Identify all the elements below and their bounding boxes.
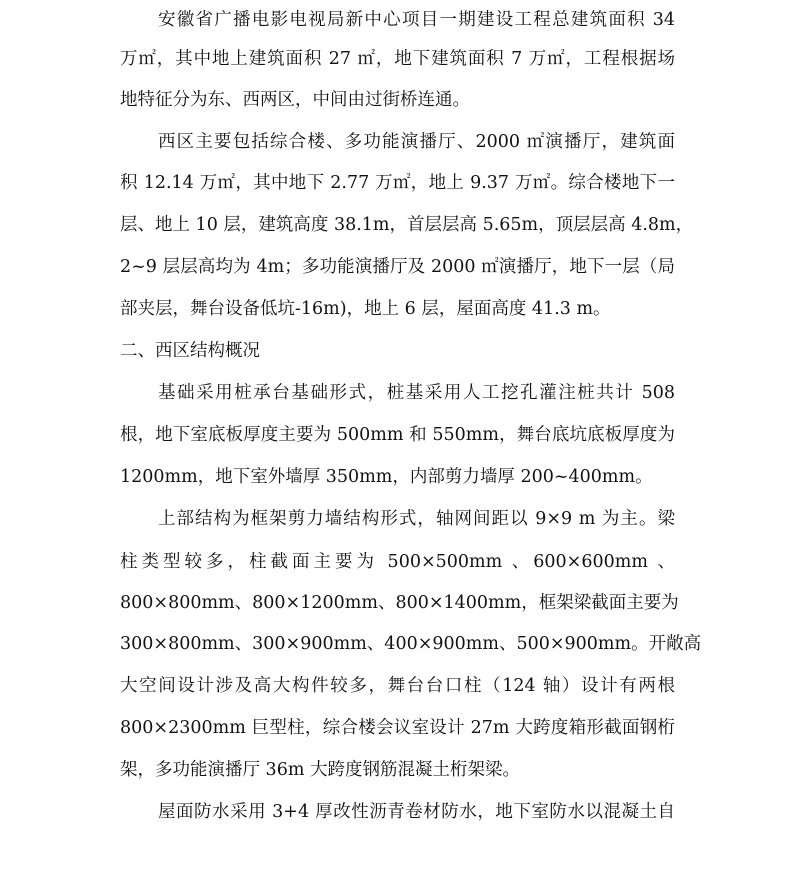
paragraph-2-line-5: 部夹层，舞台设备低坑-16m)，地上 6 层，屋面高度 41.3 m。 — [120, 299, 611, 319]
paragraph-4-line-7: 架，多功能演播厅 36m 大跨度钢筋混凝土桁架梁。 — [120, 760, 520, 780]
paragraph-3-line-3: 1200mm，地下室外墙厚 350mm，内部剪力墙厚 200~400mm。 — [120, 467, 653, 487]
paragraph-3-line-2: 根，地下室底板厚度主要为 500mm 和 550mm，舞台底坑底板厚度为 — [120, 425, 675, 445]
paragraph-1-line-1: 安徽省广播电影电视局新中心项目一期建设工程总建筑面积 34 — [158, 10, 675, 30]
paragraph-4-line-6: 800×2300mm 巨型柱，综合楼会议室设计 27m 大跨度箱形截面钢桁 — [120, 718, 675, 738]
paragraph-4-line-2: 柱类型较多，柱截面主要为 500×500mm 、600×600mm 、 — [120, 552, 675, 572]
paragraph-4-line-4: 300×800mm、300×900mm、400×900mm、500×900mm。开敞高 — [120, 634, 702, 654]
paragraph-5-line-1: 屋面防水采用 3+4 厚改性沥青卷材防水，地下室防水以混凝土自 — [158, 802, 675, 822]
paragraph-2-line-2: 积 12.14 万㎡，其中地下 2.77 万㎡，地上 9.37 万㎡。综合楼地下一 — [120, 173, 675, 193]
paragraph-1-line-3: 地特征分为东、西两区，中间由过街桥连通。 — [120, 90, 470, 110]
paragraph-2-line-3: 层、地上 10 层，建筑高度 38.1m，首层层高 5.65m，顶层层高 4.8m， — [120, 215, 694, 235]
paragraph-2-line-1: 西区主要包括综合楼、多功能演播厅、2000 ㎡演播厅，建筑面 — [158, 132, 675, 152]
paragraph-2-line-4: 2~9 层层高均为 4m；多功能演播厅及 2000 ㎡演播厅，地下一层（局 — [120, 257, 675, 277]
paragraph-3-line-1: 基础采用桩承台基础形式，桩基采用人工挖孔灌注桩共计 508 — [158, 383, 675, 403]
section-heading: 二、西区结构概况 — [120, 341, 260, 361]
paragraph-4-line-1: 上部结构为框架剪力墙结构形式，轴网间距以 9×9 m 为主。梁 — [158, 509, 675, 529]
paragraph-4-line-5: 大空间设计涉及高大构件较多，舞台台口柱（124 轴）设计有两根 — [120, 676, 675, 696]
paragraph-4-line-3: 800×800mm、800×1200mm、800×1400mm，框架梁截面主要为 — [120, 593, 679, 613]
paragraph-1-line-2: 万㎡，其中地上建筑面积 27 ㎡，地下建筑面积 7 万㎡，工程根据场 — [120, 49, 675, 69]
